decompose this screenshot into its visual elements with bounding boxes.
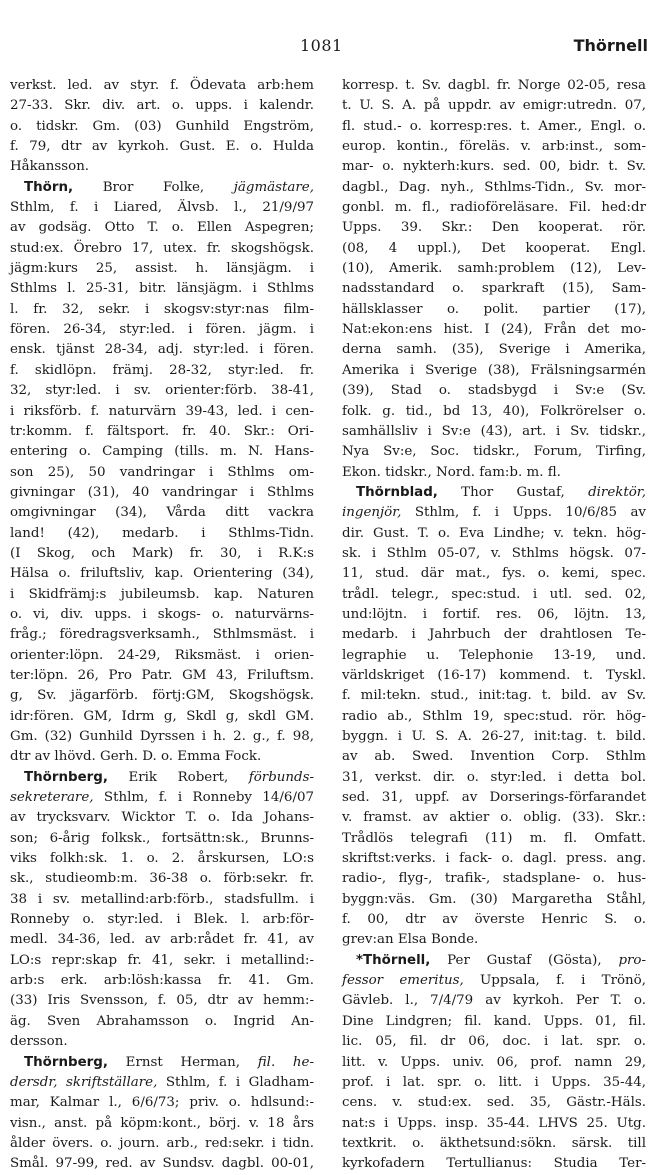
text-line [10,300,314,320]
text-line [10,666,314,686]
line-text: Sthlm, f. i Ronneby 14/6/07 [93,790,314,806]
occupation-title: pro- [618,952,646,968]
text-line [10,625,314,645]
running-head: Thörnell [573,36,648,55]
text-line [342,849,646,869]
text-line [342,239,646,259]
text-line [10,157,314,177]
line-text: sk., studieomb:m. 36-38 o. förb:sekr. fr. [10,871,314,887]
text-line [10,707,314,727]
text-line [10,1114,314,1134]
line-text: Ronneby o. styr:led. i Blek. l. arb:för- [10,912,314,928]
entry-name: *Thörnell, [356,952,431,968]
text-line [342,300,646,320]
line-text: av trycksvarv. Wicktor T. o. Ida Johans- [10,810,314,826]
line-text: textkrit. o. äkthetsund:sökn. särsk. till [342,1135,646,1151]
occupation-title: direktör, [588,484,646,500]
text-line [10,239,314,259]
text-line [342,686,646,706]
text-line [342,340,646,360]
line-text: 31, verkst. dir. o. styr:led. i detta bol. [342,769,646,785]
text-line [342,117,646,137]
line-text: korresp. t. Sv. dagbl. fr. Norge 02-05, resa [342,78,646,93]
text-line [10,218,314,238]
text-line [342,503,646,523]
text-line [10,829,314,849]
line-text: jägm:kurs 25, assist. h. länsjägm. i [10,261,314,277]
line-text: nadsstandard o. sparkraft (15), Sam- [342,281,646,297]
occupation-title: sekreterare, [10,790,94,806]
text-line [342,1053,646,1073]
text-line [342,96,646,116]
text-line [342,564,646,584]
line-text: byggn:väs. Gm. (30) Margaretha Ståhl, [342,891,646,907]
text-line [10,361,314,381]
line-text: Sthlm, f. i Upps. 10/6/85 av [401,505,646,521]
line-text: medarb. i Jahrbuch der drahtlosen Te- [342,627,646,643]
text-line [342,1134,646,1154]
line-text: världskriget (16-17) kommend. t. Tyskl. [342,667,646,683]
text-line [342,279,646,299]
line-text: Thor Gustaf, [437,484,589,500]
entry-heading-line [10,178,314,198]
text-line [10,686,314,706]
line-text: f. mil:tekn. stud., init:tag. t. bild. av Sv. [342,688,646,704]
line-text: Gm. (32) Gunhild Dyrssen i h. 2. g., f. 98, [10,729,314,744]
text-line [342,422,646,442]
text-line [10,198,314,218]
text-line [10,788,314,808]
line-text: cens. v. stud:ex. sed. 35, Gästr.-Häls. [342,1095,646,1111]
line-text: radio ab., Sthlm 19, spec:stud. rör. hög- [342,708,646,724]
entry-name: Thörnblad, [356,484,438,500]
line-text: Dine Lindgren; fil. kand. Upps. 01, fil. [342,1013,646,1029]
text-line [342,463,646,483]
text-line [10,1012,314,1032]
text-line [10,585,314,605]
text-line [342,808,646,828]
line-text: (I Skog, och Mark) fr. 30, i R.K:s [10,545,314,561]
line-text: Upps. 39. Skr.: Den kooperat. rör. [342,220,646,236]
line-text: Gävleb. l., 7/4/79 av kyrkoh. Per T. o. [342,993,646,1009]
entry-heading-line [10,1053,314,1073]
text-line [342,747,646,767]
line-text: dir. Gust. T. o. Eva Lindhe; v. tekn. hög- [342,525,646,541]
line-text: fl. stud.- o. korresp:res. t. Amer., Engl. o. [342,118,646,134]
line-text: viks folkh:sk. 1. o. 2. årskursen, LO:s [10,851,314,867]
line-text: und:löjtn. i fortif. res. 06, löjtn. 13, [342,606,646,622]
line-text: legraphie u. Telephonie 13-19, und. [342,647,646,663]
text-line [10,910,314,930]
left-column [10,76,314,1175]
text-line [10,259,314,279]
text-line [10,524,314,544]
line-text: dagbl., Dag. nyh., Sthlms-Tidn., Sv. mor- [342,179,646,195]
line-text: Sthlm, f. i Liared, Älvsb. l., 21/9/97 [10,200,314,216]
line-text: f. skidlöpn. främj. 28-32, styr:led. fr. [10,362,314,378]
text-line [10,340,314,360]
text-line [342,544,646,564]
text-line [10,1134,314,1154]
line-text: derna samh. (35), Sverige i Amerika, [342,342,646,358]
line-text: äg. Sven Abrahamsson o. Ingrid An- [10,1013,314,1029]
line-text: mar- o. nykterh:kurs. sed. 00, bidr. t. Sv. [342,159,646,175]
line-text: europ. kontin., föreläs. v. arb:inst., som- [342,139,646,155]
text-line [10,930,314,950]
text-line [342,829,646,849]
line-text: stud:ex. Örebro 17, utex. fr. skogshögsk. [10,240,314,256]
line-text: t. U. S. A. på uppdr. av emigr:utredn. 07, [342,98,646,114]
entry-name: Thörn, [24,179,74,195]
entry-heading-line [342,951,646,971]
line-text: entering o. Camping (tills. m. N. Hans- [10,444,314,460]
text-line [342,890,646,910]
line-text: o. vi, div. upps. i skogs- o. naturvärns- [10,606,314,622]
line-text: Ekon. tidskr., Nord. fam:b. m. fl. [342,464,561,480]
text-line [10,869,314,889]
text-line [10,1032,314,1052]
text-line [342,666,646,686]
line-text: ålder övers. o. journ. arb., red:sekr. i tidn. [10,1135,314,1151]
line-text: (08, 4 uppl.), Det kooperat. Engl. [342,240,646,256]
line-text: nat:s i Upps. insp. 35-44. LHVS 25. Utg. [342,1115,646,1131]
text-line [342,76,646,96]
text-line [342,402,646,422]
line-text: Nya Sv:e, Soc. tidskr., Forum, Tirfing, [342,444,646,460]
text-line [10,422,314,442]
right-column [342,76,646,1175]
text-line [342,930,646,950]
line-text: medl. 34-36, led. av arb:rådet fr. 41, av [10,932,314,948]
text-line [10,463,314,483]
line-text: Sthlm, f. i Gladham- [157,1074,314,1090]
line-text: grev:an Elsa Bonde. [342,932,479,948]
text-line [10,279,314,299]
text-line [342,605,646,625]
line-text: sk. i Sthlm 05-07, v. Sthlms högsk. 07- [342,545,646,561]
line-text: idr:fören. GM, Idrm g, Skdl g, skdl GM. [10,708,314,724]
line-text: folk. g. tid., bd 13, 40), Folkrörelser o. [342,403,646,419]
text-line [342,361,646,381]
line-text: kyrkofadern Tertullianus: Studia Ter- [342,1156,646,1172]
text-line [342,585,646,605]
line-text: av ab. Swed. Invention Corp. Sthlm [342,749,646,765]
text-line [342,1093,646,1113]
text-line [342,991,646,1011]
line-text: Sthlms l. 25-31, bitr. länsjägm. i Sthlms [10,281,314,297]
line-text: radio-, flyg-, trafik-, stadsplane- o. hus- [342,871,646,887]
text-line [342,1114,646,1134]
line-text: (39), Stad o. stadsbygd i Sv:e (Sv. [342,383,646,399]
line-text: sed. 31, uppf. av Dorserings-förfarandet [342,790,646,806]
line-text: orienter:löpn. 24-29, Riksmäst. i orien- [10,647,314,663]
line-text: 32, styr:led. i sv. orienter:förb. 38-41, [10,383,314,399]
line-text: ter:löpn. 26, Pro Patr. GM 43, Friluftsm. [10,667,314,683]
text-line [10,1154,314,1174]
text-line [10,646,314,666]
line-text: Smål. 97-99, red. av Sundsv. dagbl. 00-01, [10,1156,314,1172]
occupation-title: fessor emeritus, [342,973,464,989]
text-line [10,381,314,401]
text-line [10,971,314,991]
text-line [342,910,646,930]
text-line [10,1073,314,1093]
line-text: Bror Folke, [73,179,234,195]
text-line [342,788,646,808]
line-text: visn., anst. på köpm:kont., börj. v. 18 års [10,1115,314,1131]
line-text: lic. 05, fil. dr 06, doc. i lat. spr. o. [342,1034,646,1050]
text-line [10,402,314,422]
text-line [10,564,314,584]
text-line [10,117,314,137]
line-text: f. 79, dtr av kyrkoh. Gust. E. o. Hulda [10,139,314,155]
line-text: av godsäg. Otto T. o. Ellen Aspegren; [10,220,314,236]
text-line [342,259,646,279]
line-text: trådl. telegr., spec:stud. i utl. sed. 02, [342,586,646,602]
text-line [10,747,314,767]
line-text: i Skidfrämj:s jubileumsb. kap. Naturen [10,586,314,602]
occupation-title: fil. he- [257,1054,314,1070]
text-line [10,991,314,1011]
line-text: v. framst. av aktier o. oblig. (33). Skr.: [342,810,646,826]
entry-name: Thörnberg, [24,769,108,785]
entry-name: Thörnberg, [24,1054,108,1070]
text-line [10,483,314,503]
line-text: Nat:ekon:ens hist. I (24), Från det mo- [342,322,646,338]
text-line [342,727,646,747]
text-line [342,1012,646,1032]
line-text: hällsklasser o. polit. partier (17), [342,301,646,317]
line-text: omgivningar (34), Vårda ditt vackra [10,505,314,521]
text-line [10,808,314,828]
line-text: mar, Kalmar l., 6/6/73; priv. o. hdlsund:- [10,1095,314,1111]
line-text: son; 6-årig folksk., fortsättn:sk., Brunns- [10,830,314,846]
line-text: Erik Robert, [107,769,249,785]
line-text: Trådlös telegrafi (11) m. fl. Omfatt. [342,830,646,846]
line-text: prof. i lat. spr. o. litt. i Upps. 35-44, [342,1074,646,1090]
line-text: dtr av lhövd. Gerh. D. o. Emma Fock. [10,749,262,765]
text-line [10,442,314,462]
line-text: gonbl. m. fl., radioföreläsare. Fil. hed:dr [342,200,646,216]
line-text: f. 00, dtr av överste Henric S. o. [342,912,646,928]
line-text: fråg.; föredragsverksamh., Sthlmsmäst. i [10,627,314,643]
text-line [10,320,314,340]
page-number: 1081 [300,36,343,55]
line-text: o. tidskr. Gm. (03) Gunhild Engström, [10,118,314,134]
text-line [342,1154,646,1174]
line-text: i riksförb. f. naturvärn 39-43, led. i cen- [10,403,314,419]
text-line [342,768,646,788]
line-text: (33) Iris Svensson, f. 05, dtr av hemm:- [10,993,314,1009]
text-line [342,1032,646,1052]
text-line [10,951,314,971]
line-text: Hälsa o. friluftsliv, kap. Orientering (34), [10,566,314,582]
text-line [342,218,646,238]
text-line [10,727,314,747]
line-text: byggn. i U. S. A. 26-27, init:tag. t. bild. [342,729,646,744]
line-text: son 25), 50 vandringar i Sthlms om- [10,464,314,480]
entry-heading-line [342,483,646,503]
text-line [342,320,646,340]
text-line [342,707,646,727]
entry-heading-line [10,768,314,788]
text-line [10,1093,314,1113]
occupation-title: dersdr, skriftställare, [10,1074,158,1090]
line-text: skriftst:verks. i fack- o. dagl. press. ang. [342,851,646,867]
line-text: dersson. [10,1034,68,1050]
text-line [342,381,646,401]
text-line [342,442,646,462]
line-text: fören. 26-34, styr:led. i fören. jägm. i [10,322,314,338]
line-text: tr:komm. f. fältsport. fr. 40. Skr.: Ori- [10,423,314,439]
line-text: g, Sv. jägarförb. förtj:GM, Skogshögsk. [10,688,314,704]
occupation-title: förbunds- [248,769,314,785]
text-line [342,869,646,889]
line-text: Amerika i Sverige (38), Frälsningsarmén [342,362,646,378]
line-text: Håkansson. [10,159,90,175]
text-line [342,137,646,157]
text-line [10,849,314,869]
text-line [342,178,646,198]
text-line [342,646,646,666]
line-text: givningar (31), 40 vandringar i Sthlms [10,484,314,500]
line-text: Per Gustaf (Gösta), [430,952,619,968]
text-line [10,137,314,157]
line-text: land! (42), medarb. i Sthlms-Tidn. [10,525,314,541]
line-text: LO:s repr:skap fr. 41, sekr. i metallind:- [10,952,314,968]
text-line [342,524,646,544]
line-text: ensk. tjänst 28-34, adj. styr:led. i fören. [10,342,314,358]
line-text: 11, stud. där mat., fys. o. kemi, spec. [342,566,646,582]
line-text: arb:s erk. arb:lösh:kassa fr. 41. Gm. [10,973,314,989]
line-text: samhällsliv i Sv:e (43), art. i Sv. tidskr., [342,423,646,439]
occupation-title: jägmästare, [233,179,314,195]
text-line [10,544,314,564]
line-text: verkst. led. av styr. f. Ödevata arb:hem [10,78,314,93]
text-line [10,890,314,910]
line-text: 27-33. Skr. div. art. o. upps. i kalendr. [10,98,314,114]
line-text: Uppsala, f. i Trönö, [463,973,646,989]
text-line [10,96,314,116]
text-line [10,76,314,96]
line-text: (10), Amerik. samh:problem (12), Lev- [342,261,646,277]
line-text: litt. v. Upps. univ. 06, prof. namn 29, [342,1054,646,1070]
line-text: 38 i sv. metallind:arb:förb., stadsfullm. i [10,891,314,907]
occupation-title: ingenjör, [342,505,402,521]
text-line [342,157,646,177]
line-text: Ernst Herman, [107,1054,258,1070]
text-line [342,1073,646,1093]
text-line [342,971,646,991]
text-line [342,198,646,218]
text-line [10,605,314,625]
text-line [10,503,314,523]
text-line [342,625,646,645]
page-header [0,36,664,62]
line-text: l. fr. 32, sekr. i skogsv:styr:nas film- [10,301,314,317]
